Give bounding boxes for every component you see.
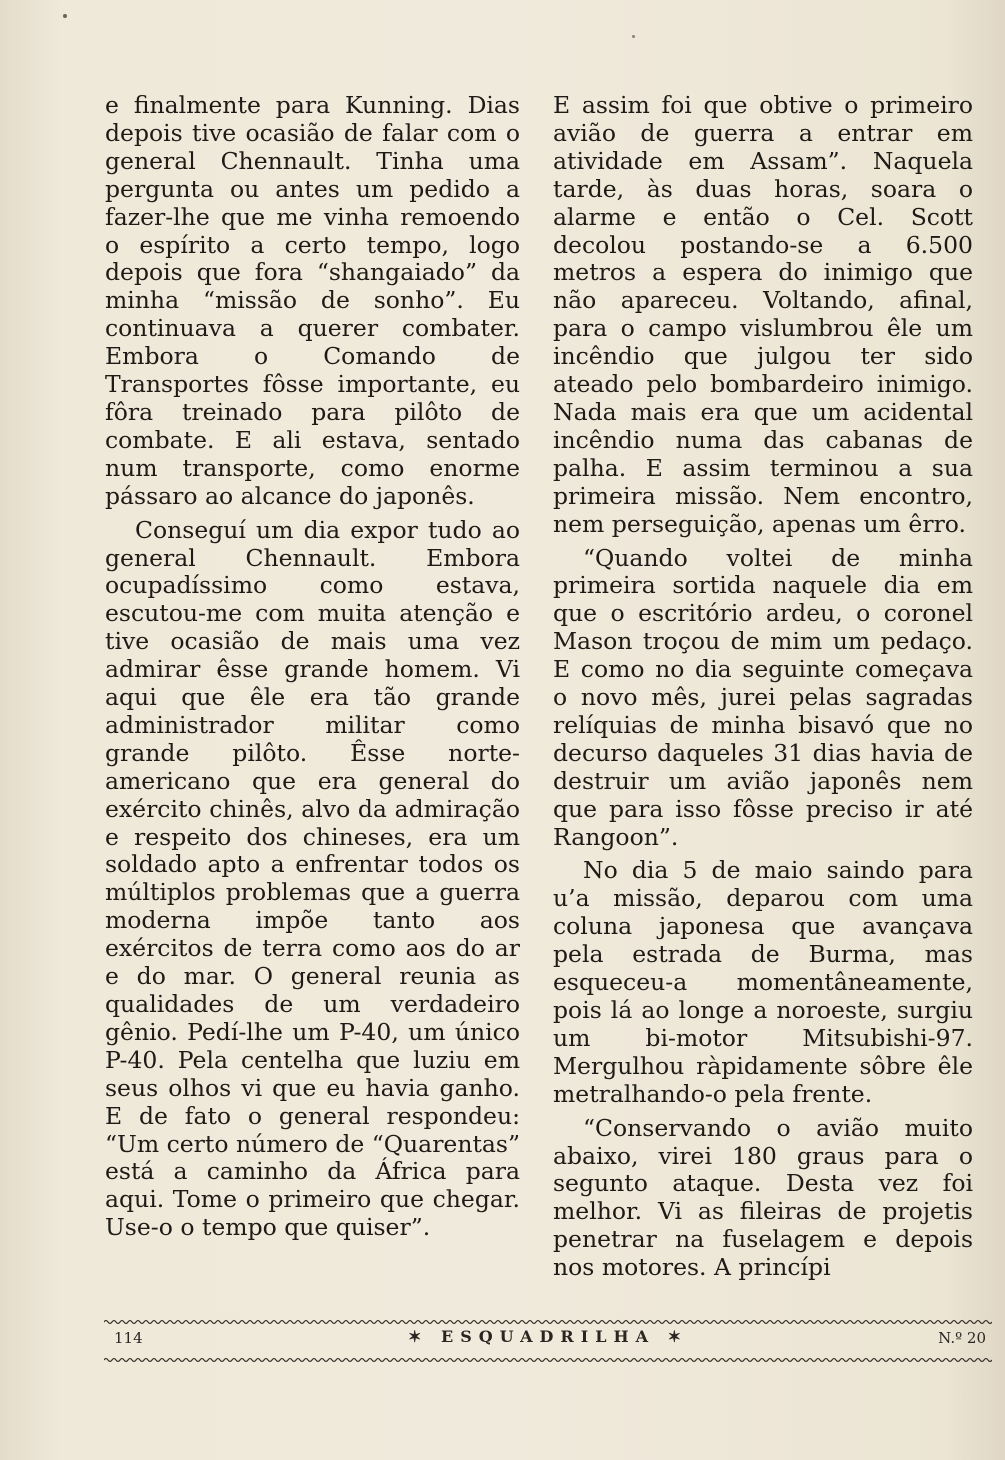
paragraph: E assim foi que obtive o primeiro avião de guerra a entrar em atividade em Assam”. Naquela tarde, às duas horas, soara o alarme e então o Cel. Scott decolou postando-se a 6.500 metros a espera do inimigo que não apareceu. Voltando, afinal, para o campo vislumbrou êle um incêndio que julgou ter sido ateado pelo bombardeiro inimigo. Nada mais era que um acidental incêndio numa das cabanas de palha. E assim terminou a sua primeira missão. Nem encontro, nem perseguição, apenas um êrro. (553, 91, 973, 538)
paragraph: No dia 5 de maio saindo para u’a missão, deparou com uma coluna japonesa que avançava pela estrada de Burma, mas esqueceu-a momentâneamente, pois lá ao longe a noroeste, surgiu um bi-motor Mitsubishi-97. Mergulhou ràpidamente sôbre êle metralhando-o pela frente. (553, 856, 973, 1108)
paragraph: Conseguí um dia expor tudo ao general Chennault. Embora ocupadíssimo como estava, escutou-me com muita atenção e tive ocasião de mais uma vez admirar êsse grande homem. Vi aqui que êle era tão grande administrador militar como grande pilôto. Êsse norte-americano que era general do exército chinês, alvo da admiração e respeito dos chineses, era um soldado apto a enfrentar todos os múltiplos problemas que a guerra moderna impõe tanto aos exércitos de terra como aos do ar e do mar. O general reunia as qualidades de um verdadeiro gênio. Pedí-lhe um P-40, um único P-40. Pela centelha que luziu em seus olhos vi que eu havia ganho. E de fato o general respondeu: “Um certo número de “Quarentas” está a caminho da África para aqui. Tome o primeiro que chegar. Use-o o tempo que quiser”. (105, 515, 520, 1242)
paragraph: “Quando voltei de minha primeira sortida naquele dia em que o escritório ardeu, o coronel Mason troçou de mim um pedaço. E como no dia seguinte começava o novo mês, jurei pelas sagradas relíquias de minha bisavó que no decurso daqueles 31 dias havia de destruir um avião japonês nem que para isso fôsse preciso ir até Rangoon”. (553, 543, 973, 851)
page-footer (104, 1327, 992, 1355)
speck (632, 35, 635, 38)
right-column (553, 92, 973, 1282)
wavy-rule-top (104, 1318, 992, 1326)
magazine-title: ✶ ESQUADRILHA ✶ (408, 1327, 688, 1346)
wavy-rule-bottom (104, 1356, 992, 1364)
page-number: 114 (114, 1329, 143, 1347)
left-column (105, 92, 520, 1242)
speck (63, 14, 67, 18)
paragraph: e finalmente para Kunning. Dias depois tive ocasião de falar com o general Chennault. Tinha uma pergunta ou antes um pedido a fazer-lhe que me vinha remoendo o espírito a certo tempo, logo depois que fora “shangaiado” da minha “missão de sonho”. Eu continuava a querer combater. Embora o Comando de Transportes fôsse importante, eu fôra treinado para pilôto de combate. E ali estava, sentado num transporte, como enorme pássaro ao alcance do japonês. (105, 91, 520, 510)
issue-number: N.º 20 (938, 1329, 986, 1347)
paragraph: “Conservando o avião muito abaixo, virei 180 graus para o segunto ataque. Desta vez foi melhor. Vi as fileiras de projetis penetrar na fuselagem e depois nos motores. A princípi (553, 1113, 973, 1282)
